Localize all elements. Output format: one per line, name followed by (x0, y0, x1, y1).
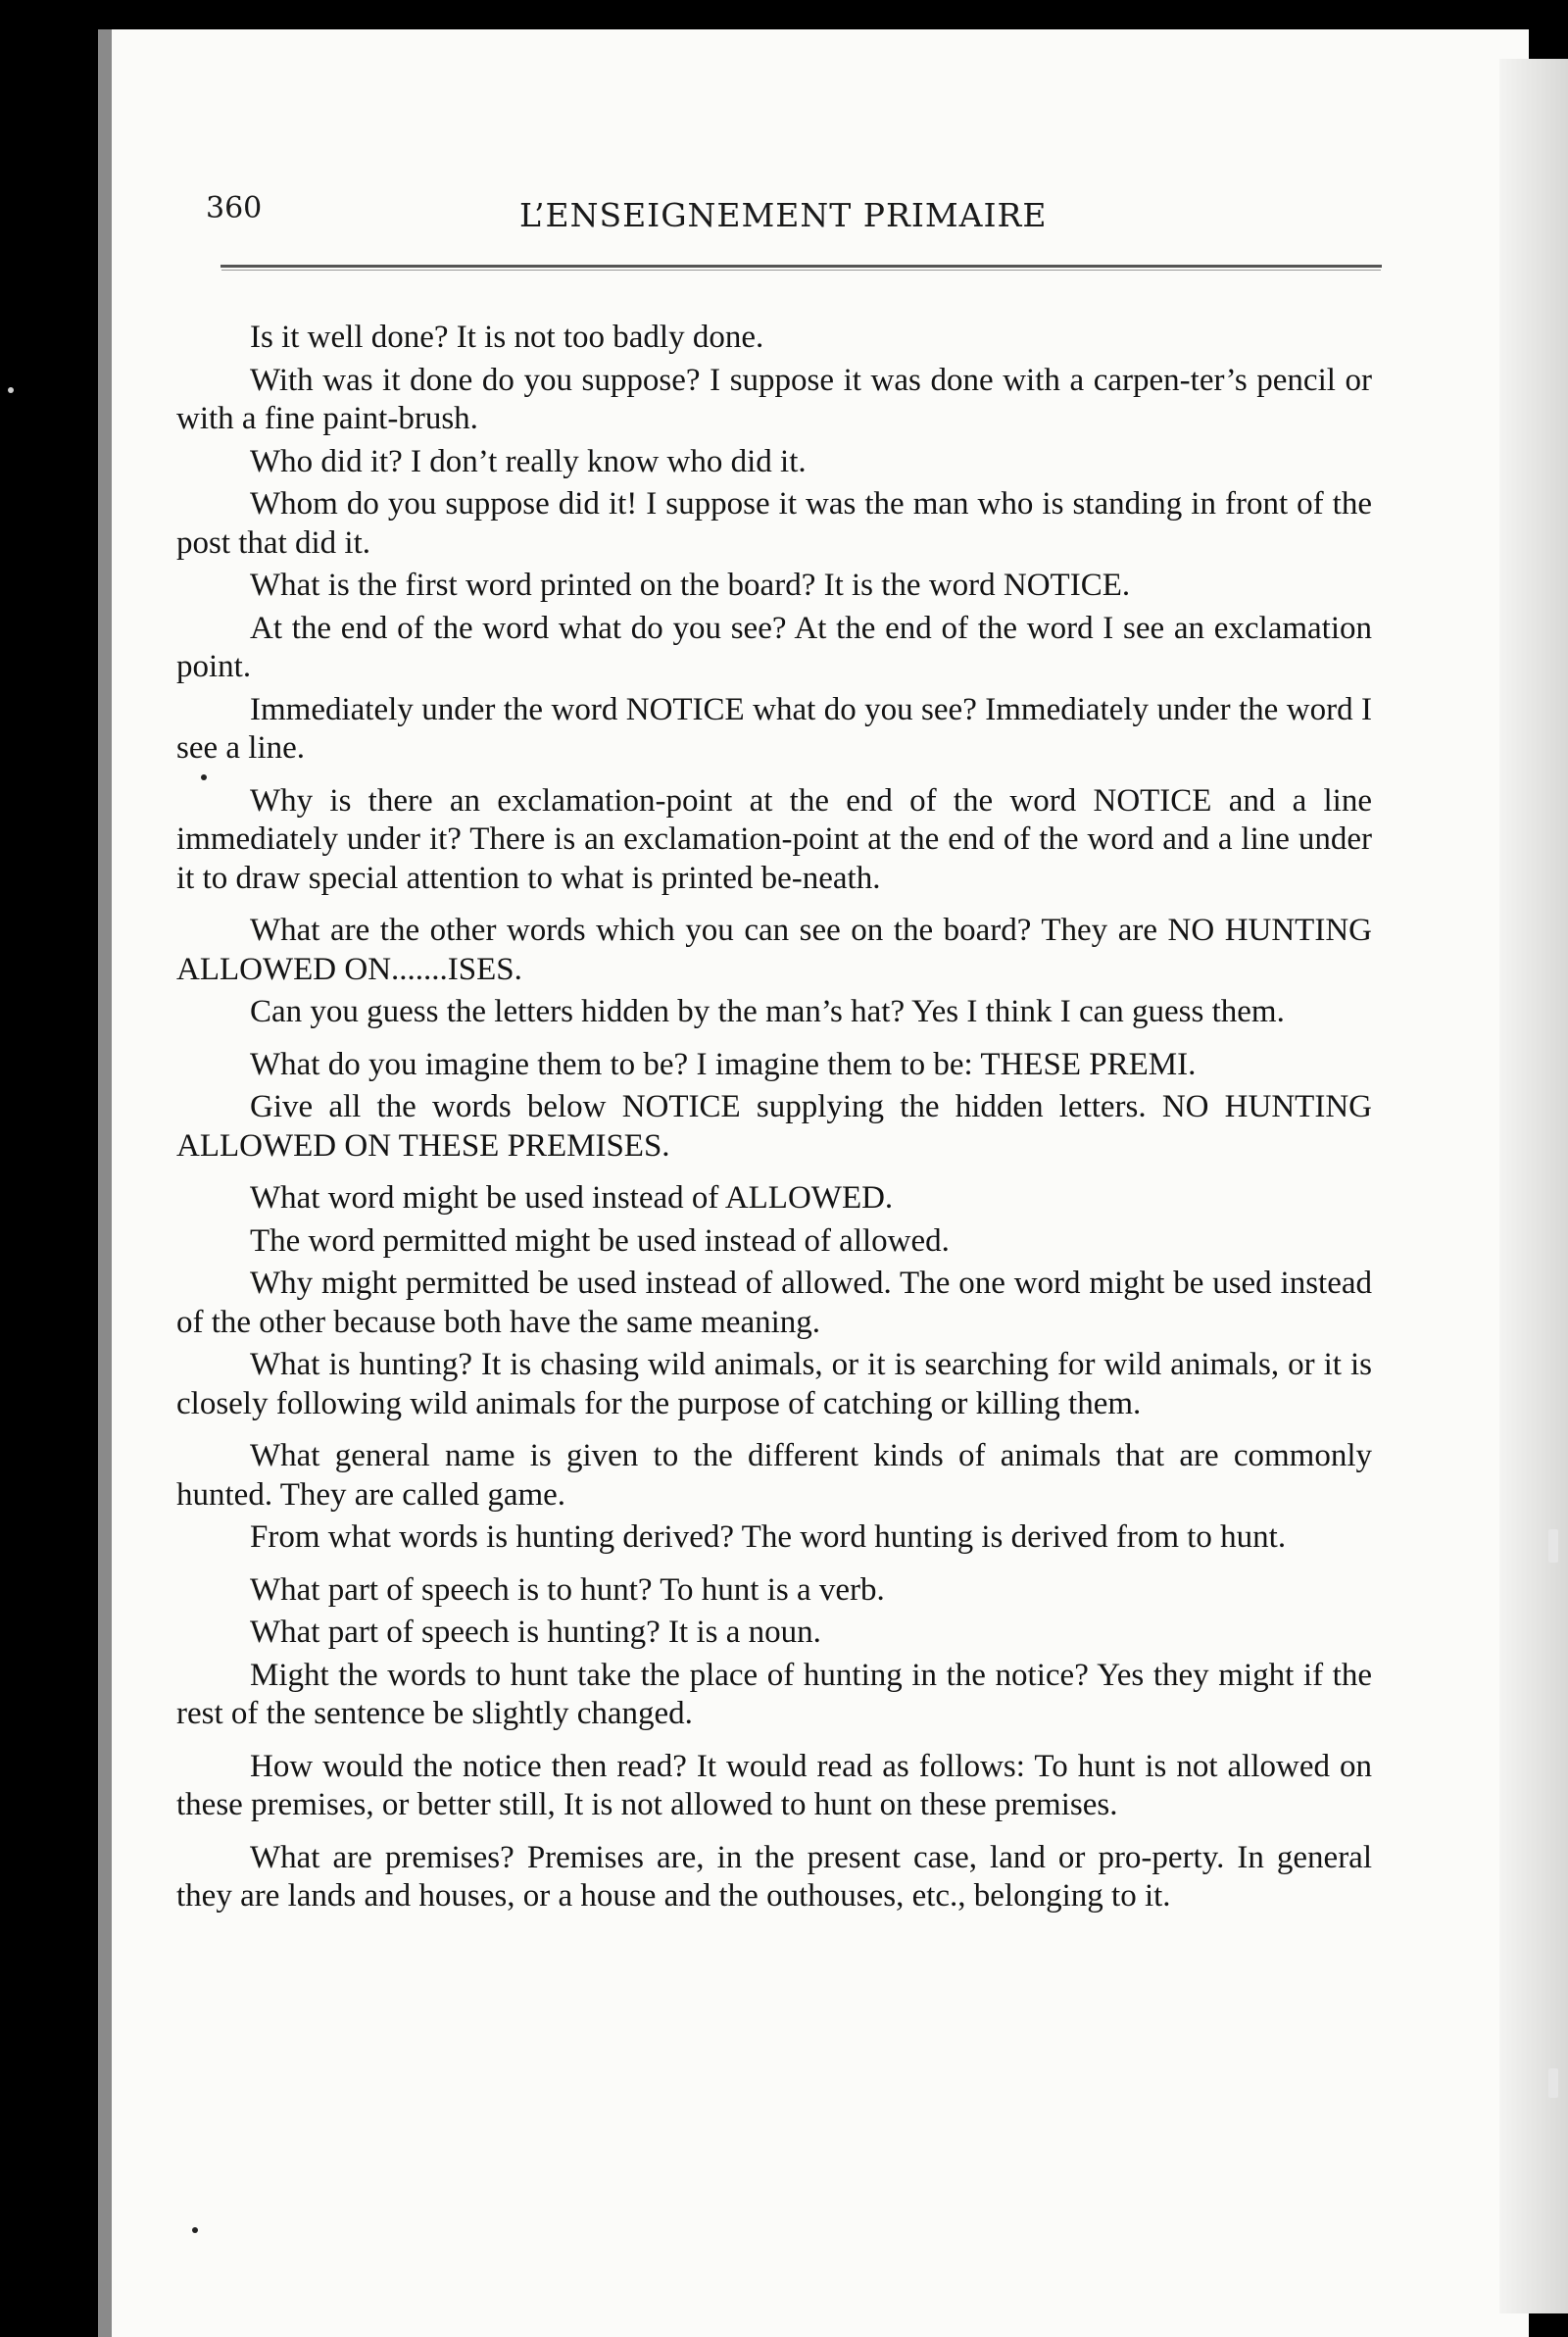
paragraph: Why might permitted be used instead of allowed. The one word might be used instead of the other because both have the same meaning. (176, 1266, 1372, 1340)
page-edge-shadow (1499, 59, 1568, 2313)
paragraph: What is the first word printed on the board? It is the word NOTICE. (250, 568, 1131, 603)
paragraph: Give all the words below NOTICE supplying the hidden letters. NO HUNTING ALLOWED ON THESE PREMISES. (176, 1089, 1372, 1164)
paragraph: The word permitted might be used instead of allowed. (250, 1222, 950, 1259)
page-number: 360 (206, 191, 263, 225)
scan-speck (192, 2227, 198, 2233)
paragraph: What general name is given to the different kinds of animals that are commonly hunted. They are called game. (176, 1438, 1372, 1513)
paragraph: What part of speech is to hunt? To hunt is a verb. (250, 1571, 885, 1608)
paragraph: Why is there an exclamation-point at the end of the word NOTICE and a line immediately under it? There is an exclamation-point at the end of the word and a line under it to draw special attention to what is printed be-neath. (176, 782, 1372, 896)
paragraph: At the end of the word what do you see? At the end of the word I see an exclamation point. (176, 610, 1372, 684)
paragraph: Is it well done? It is not too badly done. (250, 320, 764, 355)
paragraph: What are premises? Premises are, in the present case, land or pro-perty. In general they are lands and houses, or a house and the outhouses, etc., belonging to it. (176, 1839, 1372, 1914)
scan-mark (1548, 2068, 1558, 2098)
scan-mark (1548, 1529, 1558, 1563)
paragraph: Can you guess the letters hidden by the man’s hat? Yes I think I can guess them. (250, 994, 1285, 1029)
paragraph: From what words is hunting derived? The word hunting is derived from to hunt. (250, 1519, 1287, 1555)
scan-speck (201, 774, 207, 780)
paragraph: With was it done do you suppose? I suppose it was done with a carpen-ter’s pencil or with a fine paint-brush. (176, 362, 1372, 436)
paragraph: What are the other words which you can see on the board? They are NO HUNTING ALLOWED ON.......ISES. (176, 913, 1372, 987)
paragraph: How would the notice then read? It would read as follows: To hunt is not allowed on these premises, or better still, It is not allowed to hunt on these premises. (176, 1748, 1372, 1822)
body-text (176, 319, 1372, 1920)
paragraph: Might the words to hunt take the place of hunting in the notice? Yes they might if the rest of the sentence be slightly changed. (176, 1657, 1372, 1731)
paragraph: What is hunting? It is chasing wild animals, or it is searching for wild animals, or it is closely following wild animals for the purpose of catching or killing them. (176, 1347, 1372, 1421)
paragraph: Who did it? I don’t really know who did it. (250, 443, 807, 479)
paragraph: What word might be used instead of ALLOWED. (250, 1180, 894, 1216)
paragraph: What do you imagine them to be? I imagine them to be: THESE PREMI. (250, 1046, 1197, 1082)
running-title: L’ENSEIGNEMENT PRIMAIRE (519, 196, 1048, 234)
header-rule (220, 265, 1382, 268)
paragraph: Immediately under the word NOTICE what do you see? Immediately under the word I see a line. (176, 691, 1372, 766)
paragraph: What part of speech is hunting? It is a noun. (250, 1615, 821, 1650)
paragraph: Whom do you suppose did it! I suppose it was the man who is standing in front of the post that did it. (176, 486, 1372, 561)
scan-speck (8, 387, 14, 393)
